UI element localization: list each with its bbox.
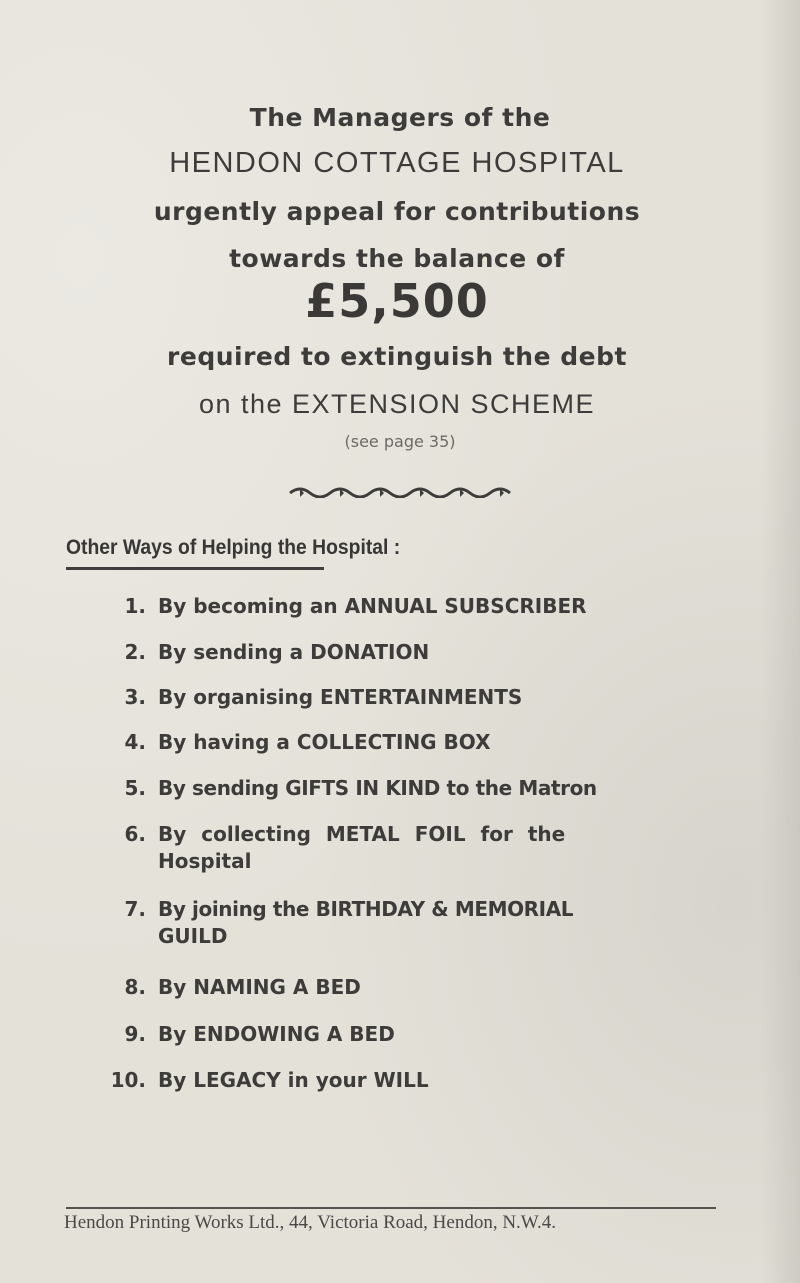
appeal-line-3: urgently appeal for contributions (153, 197, 641, 226)
list-number: 1. (124, 594, 146, 618)
list-number: 2. (124, 640, 146, 664)
list-text: By ENDOWING A BED (158, 1022, 395, 1046)
page-edge-shadow (760, 0, 800, 1283)
appeal-amount: £5,500 (305, 274, 489, 328)
list-text: By having a COLLECTING BOX (158, 730, 491, 754)
list-text: By LEGACY in your WILL (158, 1068, 429, 1092)
list-number: 3. (124, 685, 146, 709)
list-text: By joining the BIRTHDAY & MEMORIAL (158, 897, 574, 921)
list-number: 6. (124, 822, 146, 846)
list-number: 7. (124, 897, 146, 921)
list-text-continuation: Hospital (158, 849, 252, 873)
list-number: 8. (124, 975, 146, 999)
appeal-line-4: towards the balance of (229, 244, 565, 273)
appeal-line-5: required to extinguish the debt (167, 342, 627, 371)
list-number: 5. (124, 776, 146, 800)
appeal-line-1: The Managers of the (249, 103, 551, 132)
list-number: 4. (124, 730, 146, 754)
list-text-continuation: GUILD (158, 924, 228, 948)
list-text: By collecting METAL FOIL for the (158, 822, 566, 846)
list-text: By sending GIFTS IN KIND to the Matron (158, 776, 597, 800)
appeal-line-6: on the EXTENSION SCHEME (198, 389, 596, 419)
list-text: By sending a DONATION (158, 640, 430, 664)
hospital-name: HENDON COTTAGE HOSPITAL (169, 147, 625, 179)
see-page-note: (see page 35) (344, 432, 456, 451)
decorative-ornament-rule (288, 484, 513, 498)
list-text: By NAMING A BED (158, 975, 361, 999)
list-text: By organising ENTERTAINMENTS (158, 685, 523, 709)
list-number: 10. (110, 1068, 146, 1092)
list-text: By becoming an ANNUAL SUBSCRIBER (158, 594, 587, 618)
ways-heading-underline (66, 567, 324, 570)
printer-imprint: Hendon Printing Works Ltd., 44, Victoria Road, Hendon, N.W.4. (64, 1212, 556, 1233)
ways-heading: Other Ways of Helping the Hospital : (66, 536, 401, 559)
footer-rule (66, 1207, 716, 1209)
list-number: 9. (124, 1022, 146, 1046)
